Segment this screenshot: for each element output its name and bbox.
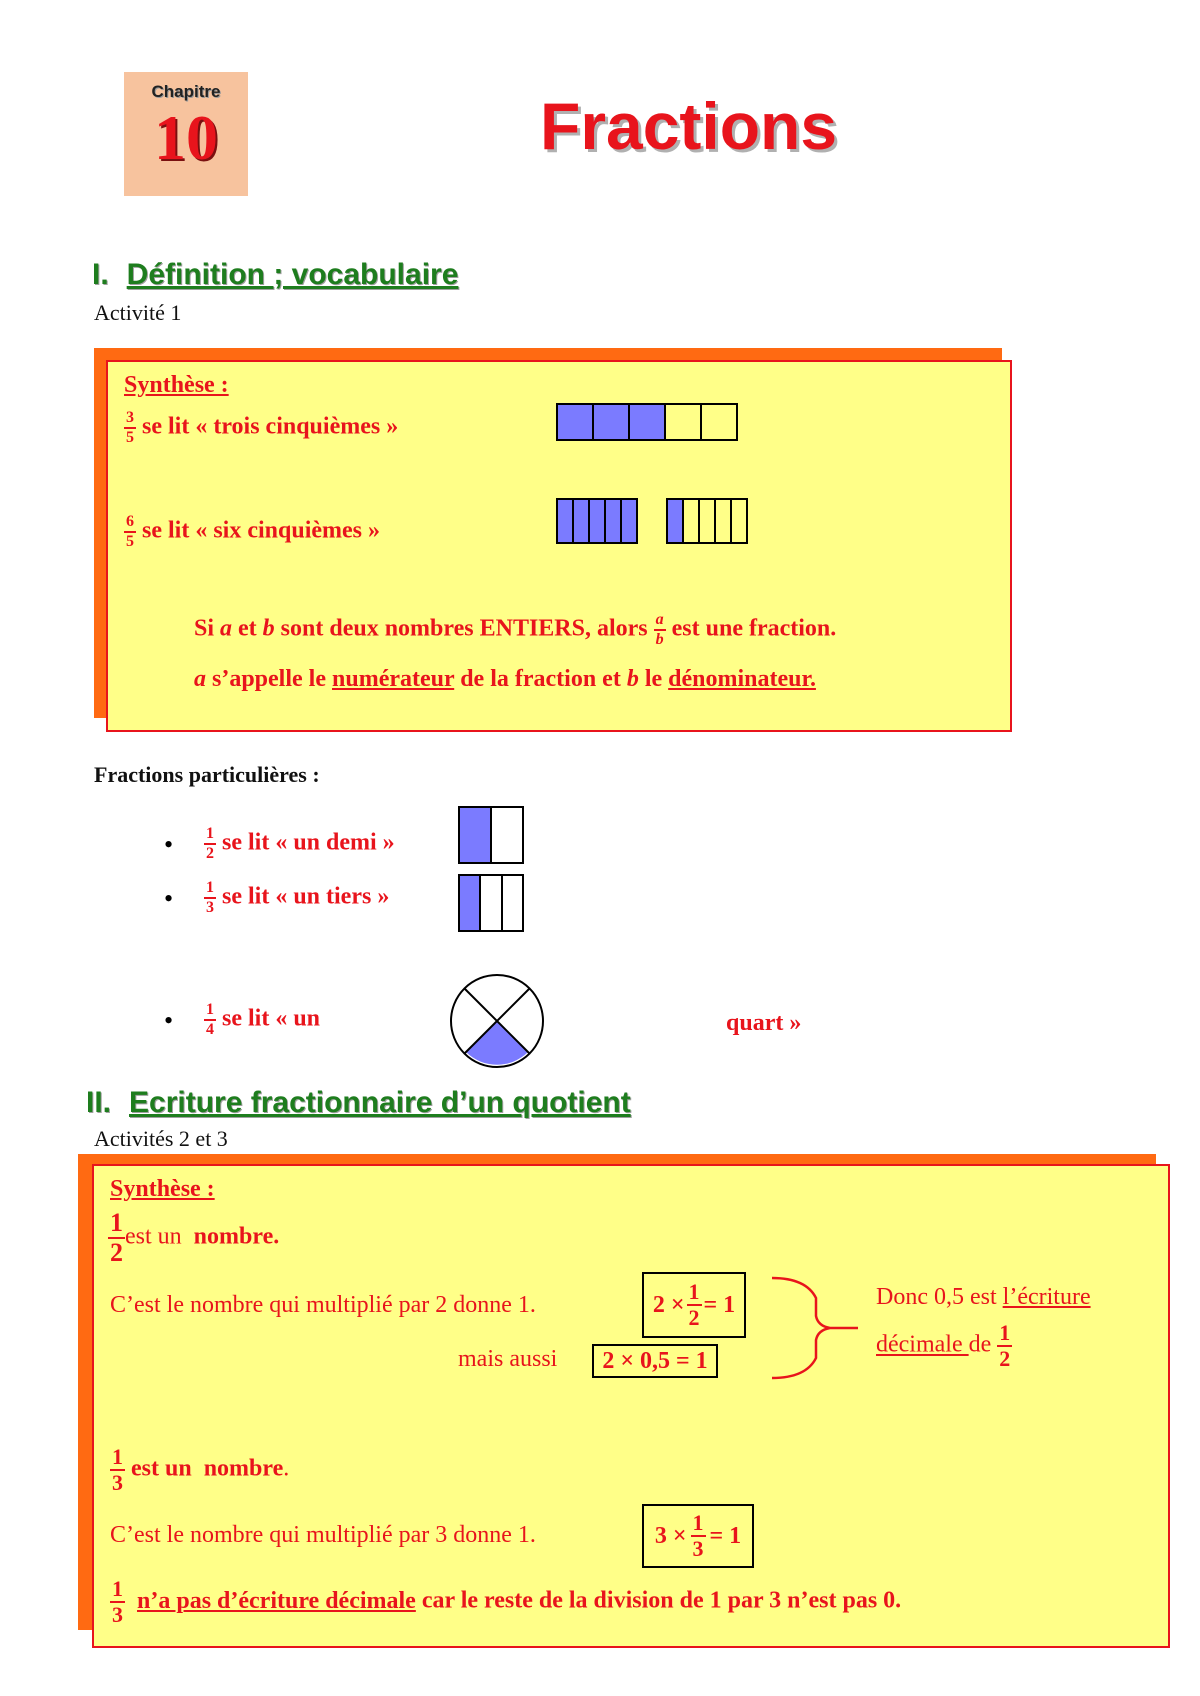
bar-one-half — [458, 806, 524, 864]
synthese2-label: Synthèse : — [110, 1176, 215, 1202]
chapter-number: 10 — [154, 102, 218, 173]
fractions-particulieres-label: Fractions particulières : — [94, 762, 320, 787]
bar-six-fifths-whole — [556, 498, 638, 544]
fraction-one-half: $\frac{1}{2}$ — [999, 1320, 1011, 1371]
third-is-number: $\frac{1}{3}$ est un nombre. — [112, 1444, 290, 1495]
fraction-a-over-b: $\frac{a}{b}$ — [655, 611, 664, 648]
section1-activity: Activité 1 — [94, 300, 182, 325]
bullet-one-quarter: $\frac{1}{4}$ se lit « un — [206, 1001, 321, 1038]
bullet-marker: • — [164, 830, 174, 859]
denominateur-term: dénominateur. — [668, 666, 816, 692]
bar-one-third — [458, 874, 524, 932]
bullet-marker: • — [164, 1006, 174, 1035]
fraction-three-fifths: $\frac{3}{5}$ — [126, 409, 134, 446]
mais-aussi: mais aussi — [458, 1346, 558, 1372]
bar-three-fifths — [556, 403, 738, 441]
six-fifths-text: se lit « six cinquièmes » — [142, 517, 380, 544]
conclusion-line2: décimale de $\frac{1}{2}$ — [876, 1320, 1011, 1371]
circle-one-quarter — [448, 972, 546, 1070]
fraction-one-half: $\frac{1}{2}$ — [206, 825, 214, 862]
definition-line2: a s’appelle le numérateur de la fraction et b le dénominateur. — [194, 666, 816, 692]
chapter-badge — [124, 72, 248, 196]
bullet-one-third: $\frac{1}{3}$ se lit « un tiers » — [206, 879, 390, 916]
bullet-marker: • — [164, 884, 174, 913]
conclusion-line1: Donc 0,5 est l’écriture — [876, 1284, 1091, 1310]
fraction-one-third: $\frac{1}{3}$ — [206, 879, 214, 916]
fraction-one-third: $\frac{1}{3}$ — [112, 1444, 123, 1495]
equation-3-times-third: 3 × $\frac{1}{3}$ = 1 — [642, 1504, 754, 1568]
section2-activity: Activités 2 et 3 — [94, 1126, 228, 1151]
numerateur-term: numérateur — [332, 666, 455, 692]
section1-title: Définition ; vocabulaire — [126, 258, 459, 291]
six-fifths-line — [124, 514, 380, 550]
section2-title: Ecriture fractionnaire d’un quotient — [129, 1086, 631, 1119]
fraction-one-half: $\frac{1}{2}$ — [110, 1208, 123, 1267]
fraction-one-quarter: $\frac{1}{4}$ — [206, 1001, 214, 1038]
third-sentence: C’est le nombre qui multiplié par 3 donne 1. — [110, 1522, 536, 1548]
no-decimal-line: $\frac{1}{3}$ n’a pas d’écriture décimale car le reste de la division de 1 par 3 n’est pas 0. — [112, 1576, 902, 1627]
section2-heading — [86, 1086, 631, 1120]
page-title: Fractions — [540, 89, 838, 163]
no-decimal-term: n’a pas d’écriture décimale — [137, 1587, 416, 1614]
fraction-six-fifths: $\frac{6}{5}$ — [126, 513, 134, 550]
three-fifths-line — [124, 410, 398, 446]
equation-2-times-half: 2 × $\frac{1}{2}$ = 1 — [642, 1272, 746, 1338]
section1-heading — [92, 258, 458, 292]
bullet-one-half: $\frac{1}{2}$ se lit « un demi » — [206, 825, 395, 862]
definition-line1: Si a et b sont deux nombres ENTIERS, alors $\frac{a}{b}$ est une fraction. — [194, 611, 837, 648]
half-sentence: C’est le nombre qui multiplié par 2 donne 1. — [110, 1292, 536, 1318]
chapter-label: Chapitre — [151, 82, 221, 101]
quart-text: quart » — [726, 1010, 802, 1036]
equation-2-times-0-5: 2 × 0,5 = 1 — [592, 1344, 718, 1378]
section2-number: II. — [86, 1086, 112, 1119]
three-fifths-text: se lit « trois cinquièmes » — [142, 413, 399, 440]
half-is-number: $\frac{1}{2}$ est un nombre. — [110, 1208, 280, 1267]
synthese1-label: Synthèse : — [124, 372, 229, 398]
fraction-one-third: $\frac{1}{3}$ — [112, 1576, 123, 1627]
bar-six-fifths-part — [666, 498, 748, 544]
brace-icon — [770, 1276, 860, 1380]
section1-number: I. — [92, 258, 109, 291]
